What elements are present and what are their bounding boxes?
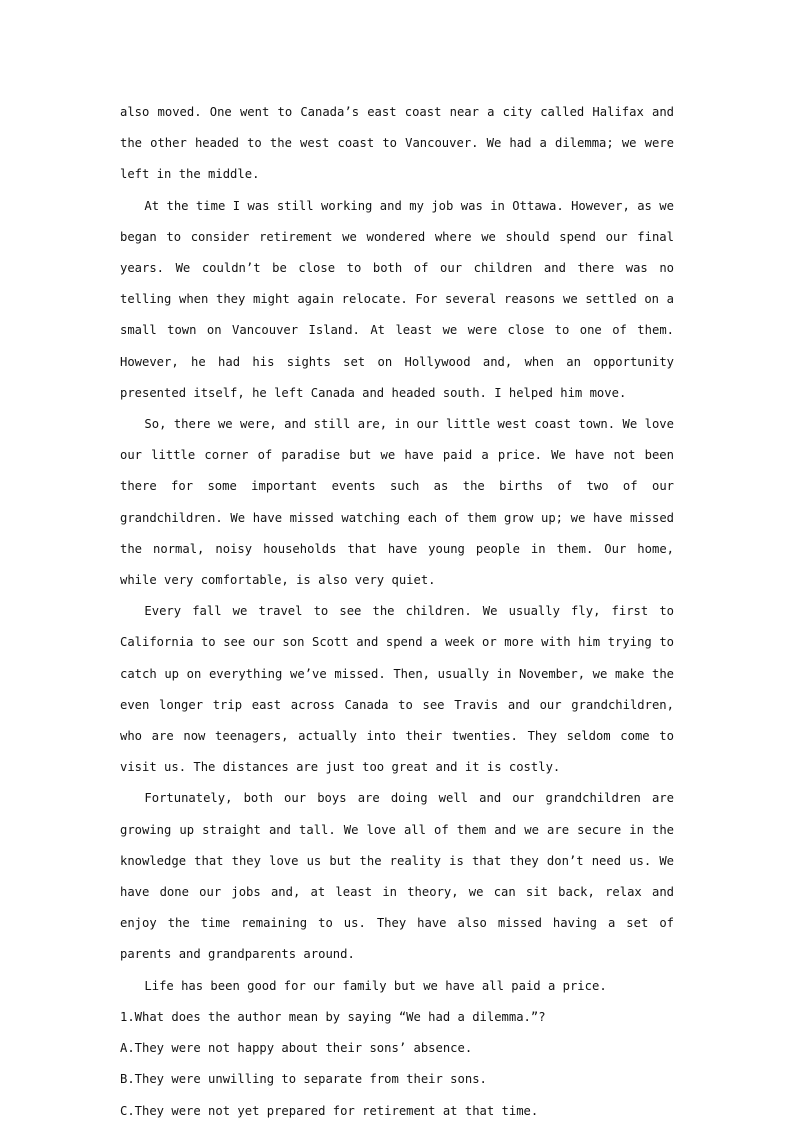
passage-paragraph-2: At the time I was still working and my job was in Ottawa. However, as we began to consider retirement we wondered where we should spend our final years. We couldn’t be close to both of our children and there was no telling when they might again relocate. For several reasons we settled on a small town on Vancouver Island. At least we were close to one of them. However, he had his sights set on Hollywood and, when an opportunity presented itself, he left Canada and headed south. I helped him move. (120, 198, 674, 400)
passage-paragraph-1: also moved. One went to Canada’s east coast near a city called Halifax and the other headed to the west coast to Vancouver. We had a dilemma; we were left in the middle. (120, 105, 674, 182)
question-option-a: A.They were not happy about their sons’ absence. (120, 1041, 473, 1056)
question-stem: 1.What does the author mean by saying “We had a dilemma.”? (120, 1009, 546, 1024)
passage-paragraph-5: Fortunately, both our boys are doing well and our grandchildren are growing up straight and tall. We love all of them and we are secure in the knowledge that they love us but the reality is that they don’t need us. We have done our jobs and, at least in theory, we can sit back, relax and enjoy the time remaining to us. They have also missed having a set of parents and grandparents around. (120, 791, 674, 962)
passage-paragraph-4: Every fall we travel to see the children. We usually fly, first to California to see our son Scott and spend a week or more with him trying to catch up on everything we’ve missed. Then, usually in November, we make the even longer trip east across Canada to see Travis and our grandchildren, who are now teenagers, actually into their twenties. They seldom come to visit us. The distances are just too great and it is costly. (120, 604, 674, 775)
question-1 (120, 1002, 674, 1127)
reading-passage (120, 97, 674, 1127)
passage-paragraph-6: Life has been good for our family but we have all paid a price. (144, 978, 607, 993)
question-option-c: C.They were not yet prepared for retirement at that time. (120, 1103, 539, 1118)
question-option-b: B.They were unwilling to separate from their sons. (120, 1072, 487, 1087)
passage-paragraph-3: So, there we were, and still are, in our little west coast town. We love our little corner of paradise but we have paid a price. We have not been there for some important events such as the births of two of our grandchildren. We have missed watching each of them grow up; we have missed the normal, noisy households that have young people in them. Our home, while very comfortable, is also very quiet. (120, 417, 674, 588)
